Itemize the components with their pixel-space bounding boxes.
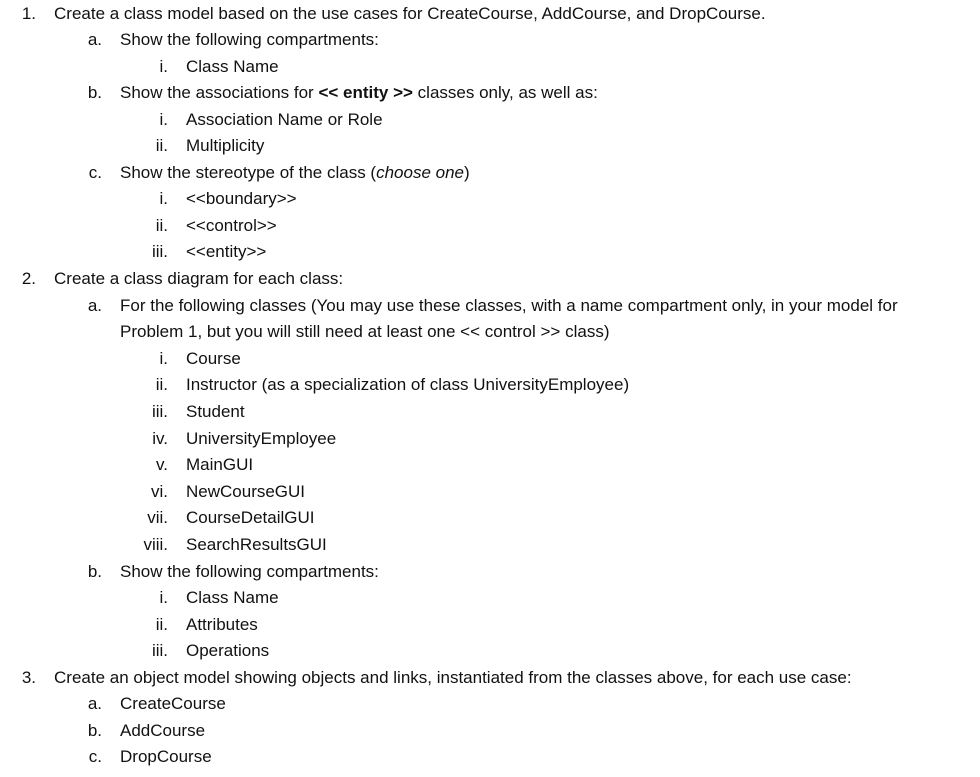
list-marker: iv. (152, 429, 168, 448)
text-segment: Show the stereotype of the class ( (120, 163, 377, 182)
list-text: Course (186, 349, 241, 368)
list-text: Show the following compartments: (120, 30, 379, 49)
text-segment: classes only, as well as: (412, 83, 598, 102)
list-text: <<control>> (186, 216, 277, 235)
list-text: NewCourseGUI (186, 482, 306, 501)
list-text: Class Name (186, 588, 279, 607)
list-marker: c. (88, 163, 102, 182)
list-marker: 3. (21, 668, 36, 687)
list-marker: 1. (21, 4, 36, 23)
list-marker: i. (159, 588, 168, 607)
list-text: <<boundary>> (186, 189, 297, 208)
list-text: CreateCourse (120, 694, 226, 713)
list-marker: ii. (155, 615, 168, 634)
list-marker: iii. (151, 641, 168, 660)
list-marker: vi. (151, 482, 168, 501)
list-text: Create a class model based on the use cases for CreateCourse, AddCourse, and DropCourse. (54, 4, 766, 23)
list-text: Attributes (186, 615, 258, 634)
list-text: Problem 1, but you will still need at least one << control >> class) (120, 322, 610, 341)
list-marker: i. (159, 189, 168, 208)
list-marker: b. (87, 562, 102, 581)
list-marker: b. (87, 721, 102, 740)
list-text: DropCourse (120, 747, 212, 766)
bold-entity-text: << entity >> (318, 83, 413, 102)
text-segment: ) (464, 163, 470, 182)
list-marker: v. (156, 455, 168, 474)
list-text (120, 160, 470, 186)
list-marker: vii. (147, 508, 168, 527)
list-marker: b. (87, 83, 102, 102)
list-text: Operations (186, 641, 270, 660)
list-text: Association Name or Role (186, 110, 383, 129)
list-text: Create a class diagram for each class: (54, 269, 344, 288)
list-marker: a. (87, 296, 102, 315)
list-marker: 2. (21, 269, 36, 288)
list-text: MainGUI (186, 455, 254, 474)
list-text: AddCourse (120, 721, 206, 740)
list-text: Show the following compartments: (120, 562, 379, 581)
list-marker: a. (87, 30, 102, 49)
list-marker: iii. (151, 242, 168, 261)
list-marker: a. (87, 694, 102, 713)
list-text: For the following classes (You may use these classes, with a name compartment only, in your model for (120, 296, 898, 315)
list-text: UniversityEmployee (186, 429, 337, 448)
italic-choose-one-text: choose one (376, 163, 464, 182)
list-text: CourseDetailGUI (186, 508, 315, 527)
list-marker: ii. (155, 375, 168, 394)
list-marker: ii. (155, 136, 168, 155)
list-marker: ii. (155, 216, 168, 235)
list-marker: i. (159, 57, 168, 76)
list-marker: c. (88, 747, 102, 766)
list-text: Multiplicity (186, 136, 265, 155)
list-marker: viii. (143, 535, 168, 554)
text-segment: Show the associations for (120, 83, 319, 102)
list-text: Student (186, 402, 245, 421)
list-marker: iii. (151, 402, 168, 421)
list-text: <<entity>> (186, 242, 267, 261)
list-text: Instructor (as a specialization of class UniversityEmployee) (186, 375, 630, 394)
list-text: SearchResultsGUI (186, 535, 327, 554)
list-text: Create an object model showing objects and links, instantiated from the classes above, for each use case: (54, 668, 852, 687)
list-text: Class Name (186, 57, 279, 76)
list-marker: i. (159, 110, 168, 129)
list-marker: i. (159, 349, 168, 368)
list-text (120, 80, 598, 106)
